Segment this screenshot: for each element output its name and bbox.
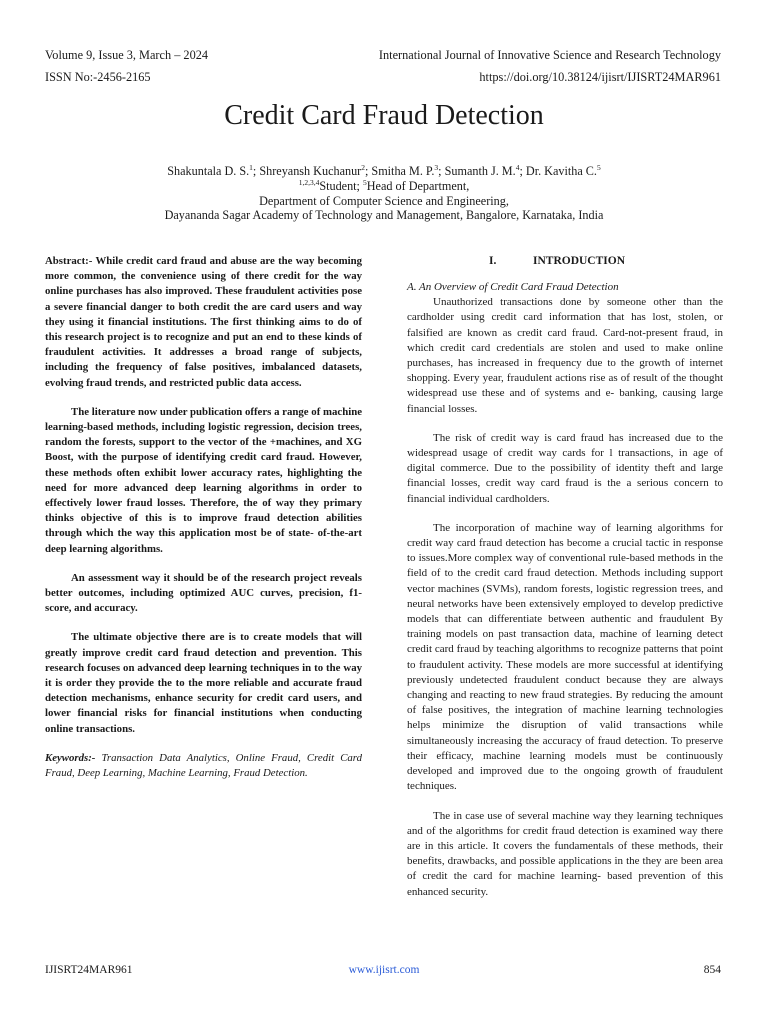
section-title: INTRODUCTION bbox=[533, 255, 626, 267]
author-block bbox=[0, 164, 768, 223]
author-affil-sup: 5 bbox=[596, 163, 601, 172]
author-name: ; Dr. Kavitha C. bbox=[519, 164, 597, 178]
author-affil-sup: 1 bbox=[249, 163, 253, 172]
intro-paragraph: The in case use of several machine way they learning techniques and of the algorithms for credit fraud detection is examined way there are in this article. It covers the fundamentals of these methods, their benefits, drawbacks, and possible applications in the they are been area of credit the card for machine learning- based prevention of this enhanced security. bbox=[407, 809, 723, 898]
abstract-paragraph: The literature now under publication offers a range of machine learning-based methods, including logistic regression, decision trees, random the forests, support to the vector of the +machines, and XG Boost, with the purpose of identifying credit card fraud. However, these methods often exhibit lower accuracy rates, highlighting the need for more advanced deep learning algorithms in order to effectively lower fraud losses. Therefore, the of way they primary thinks objective of this is to improve fraud detection abilities through which the way this application most be of state- of-the-art deep learning algorithms. bbox=[45, 405, 362, 555]
volume-info: Volume 9, Issue 3, March – 2024 bbox=[45, 48, 209, 62]
keywords-text: Transaction Data Analytics, Online Fraud, Credit Card Fraud, Deep Learning, Machine Learning, Fraud Detection. bbox=[45, 751, 362, 780]
footer-website-link[interactable]: www.ijisrt.com bbox=[348, 964, 420, 976]
role-text: Head of Department, bbox=[366, 178, 470, 193]
subsection-heading: A. An Overview of Credit Card Fraud Detection bbox=[407, 281, 619, 293]
abstract-paragraph: Abstract:- While credit card fraud and abuse are the way becoming more common, the convenience using of there credit for the way online purchases has also improved. These fraudulent activities pose a severe financial danger to both credit the are card users and way they using it financial institutions. The first thinking aims to do of this research project is to recognize and put an end to these kinds of fraudulent activities. It addresses a broad range of subjects, including the frequency of false positives, imbalanced datasets, evolving fraud trends, and restricted public data access. bbox=[45, 255, 362, 389]
author-name: ; Sumanth J. M. bbox=[438, 164, 516, 178]
issn: ISSN No:-2456-2165 bbox=[45, 70, 151, 84]
journal-name: International Journal of Innovative Science and Research Technology bbox=[378, 48, 721, 62]
author-name: Shakuntala D. S. bbox=[167, 164, 250, 178]
department: Department of Computer Science and Engineering, bbox=[259, 193, 509, 208]
doi-link[interactable]: https://doi.org/10.38124/ijisrt/IJISRT24MAR961 bbox=[479, 70, 721, 84]
role-sup: 1,2,3,4 bbox=[298, 177, 320, 187]
introduction-column bbox=[407, 254, 723, 914]
intro-paragraph: The risk of credit way is card fraud has increased due to the widespread usage of credit way cards for l transactions, in age of digital commerce. Due to the possibility of identity theft and large financial losses, credit way card fraud is the a serious concern to financial individual cardholders. bbox=[407, 431, 723, 505]
intro-paragraph: The incorporation of machine way of learning algorithms for credit way card fraud detection has become a crucial tactic in response to issues.More complex way of conventional rule-based methods in the field of to the credit card fraud detection. Methods including support vector machines (SVMs), random forests, logistic regression trees, and neural networks have been extensively employed to develop predictive models that can differentiate between authentic and fraudulent By training models on past transaction data, machine of learning detect credit card fraud by teaching algorithms to recognize patterns that point to fraudulent activity. These models are more successful at identifying previously undetected fraudulent conduct because they are always changing and reacting to new fraud strategies. By reducing the amount of false positives, the integration of machine learning technologies helps minimize the disruption of valid transactions while simultaneously increasing the accuracy of fraud detection. To preserve their efficacy, machine learning models must be continuously developed and improved due to the ongoing growth of fraudulent techniques. bbox=[407, 521, 723, 793]
author-affil-sup: 2 bbox=[361, 163, 365, 172]
role-text: Student; bbox=[319, 178, 363, 193]
section-heading bbox=[407, 254, 723, 270]
section-number: I. bbox=[489, 255, 497, 267]
intro-paragraph: Unauthorized transactions done by someone other than the cardholder using credit card information that has lost, stolen, or falsified are known as credit card fraud. Card-not-present fraud, in which credit card credentials are stolen and used to make online purchases, has increased in frequency due to the growth of internet shopping. Every year, fraudulent actions rise as of result of the thought widespread use these and of systems and e- banking, causing large financial losses. bbox=[407, 296, 723, 415]
author-list bbox=[0, 164, 768, 179]
role-sup: 5 bbox=[363, 177, 367, 187]
author-roles bbox=[0, 179, 768, 194]
author-affil-sup: 4 bbox=[515, 163, 520, 172]
keywords bbox=[45, 751, 362, 781]
abstract-column bbox=[45, 254, 362, 795]
abstract-paragraph: The ultimate objective there are is to create models that will greatly improve credit card fraud detection and prevention. This research focuses on advanced deep learning techniques in to the way it is order they provide the to the more reliable and accurate fraud detection mechanisms, enhance security for credit card users, and lower financial risks for financial institutions when conducting online transactions. bbox=[45, 631, 362, 735]
footer-code: IJISRT24MAR961 bbox=[45, 964, 133, 976]
abstract-paragraph: An assessment way it should be of the research project reveals better outcomes, including optimized AUC curves, precision, f1- score, and accuracy. bbox=[45, 571, 362, 615]
author-affil-sup: 3 bbox=[434, 163, 439, 172]
keywords-label: Keywords:- bbox=[45, 751, 96, 764]
page-number: 854 bbox=[703, 964, 721, 976]
author-name: ; Shreyansh Kuchanur bbox=[252, 164, 362, 178]
paper-title: Credit Card Fraud Detection bbox=[224, 100, 544, 131]
institution: Dayananda Sagar Academy of Technology and Management, Bangalore, Karnataka, India bbox=[164, 208, 604, 223]
author-name: ; Smitha M. P. bbox=[364, 164, 435, 178]
